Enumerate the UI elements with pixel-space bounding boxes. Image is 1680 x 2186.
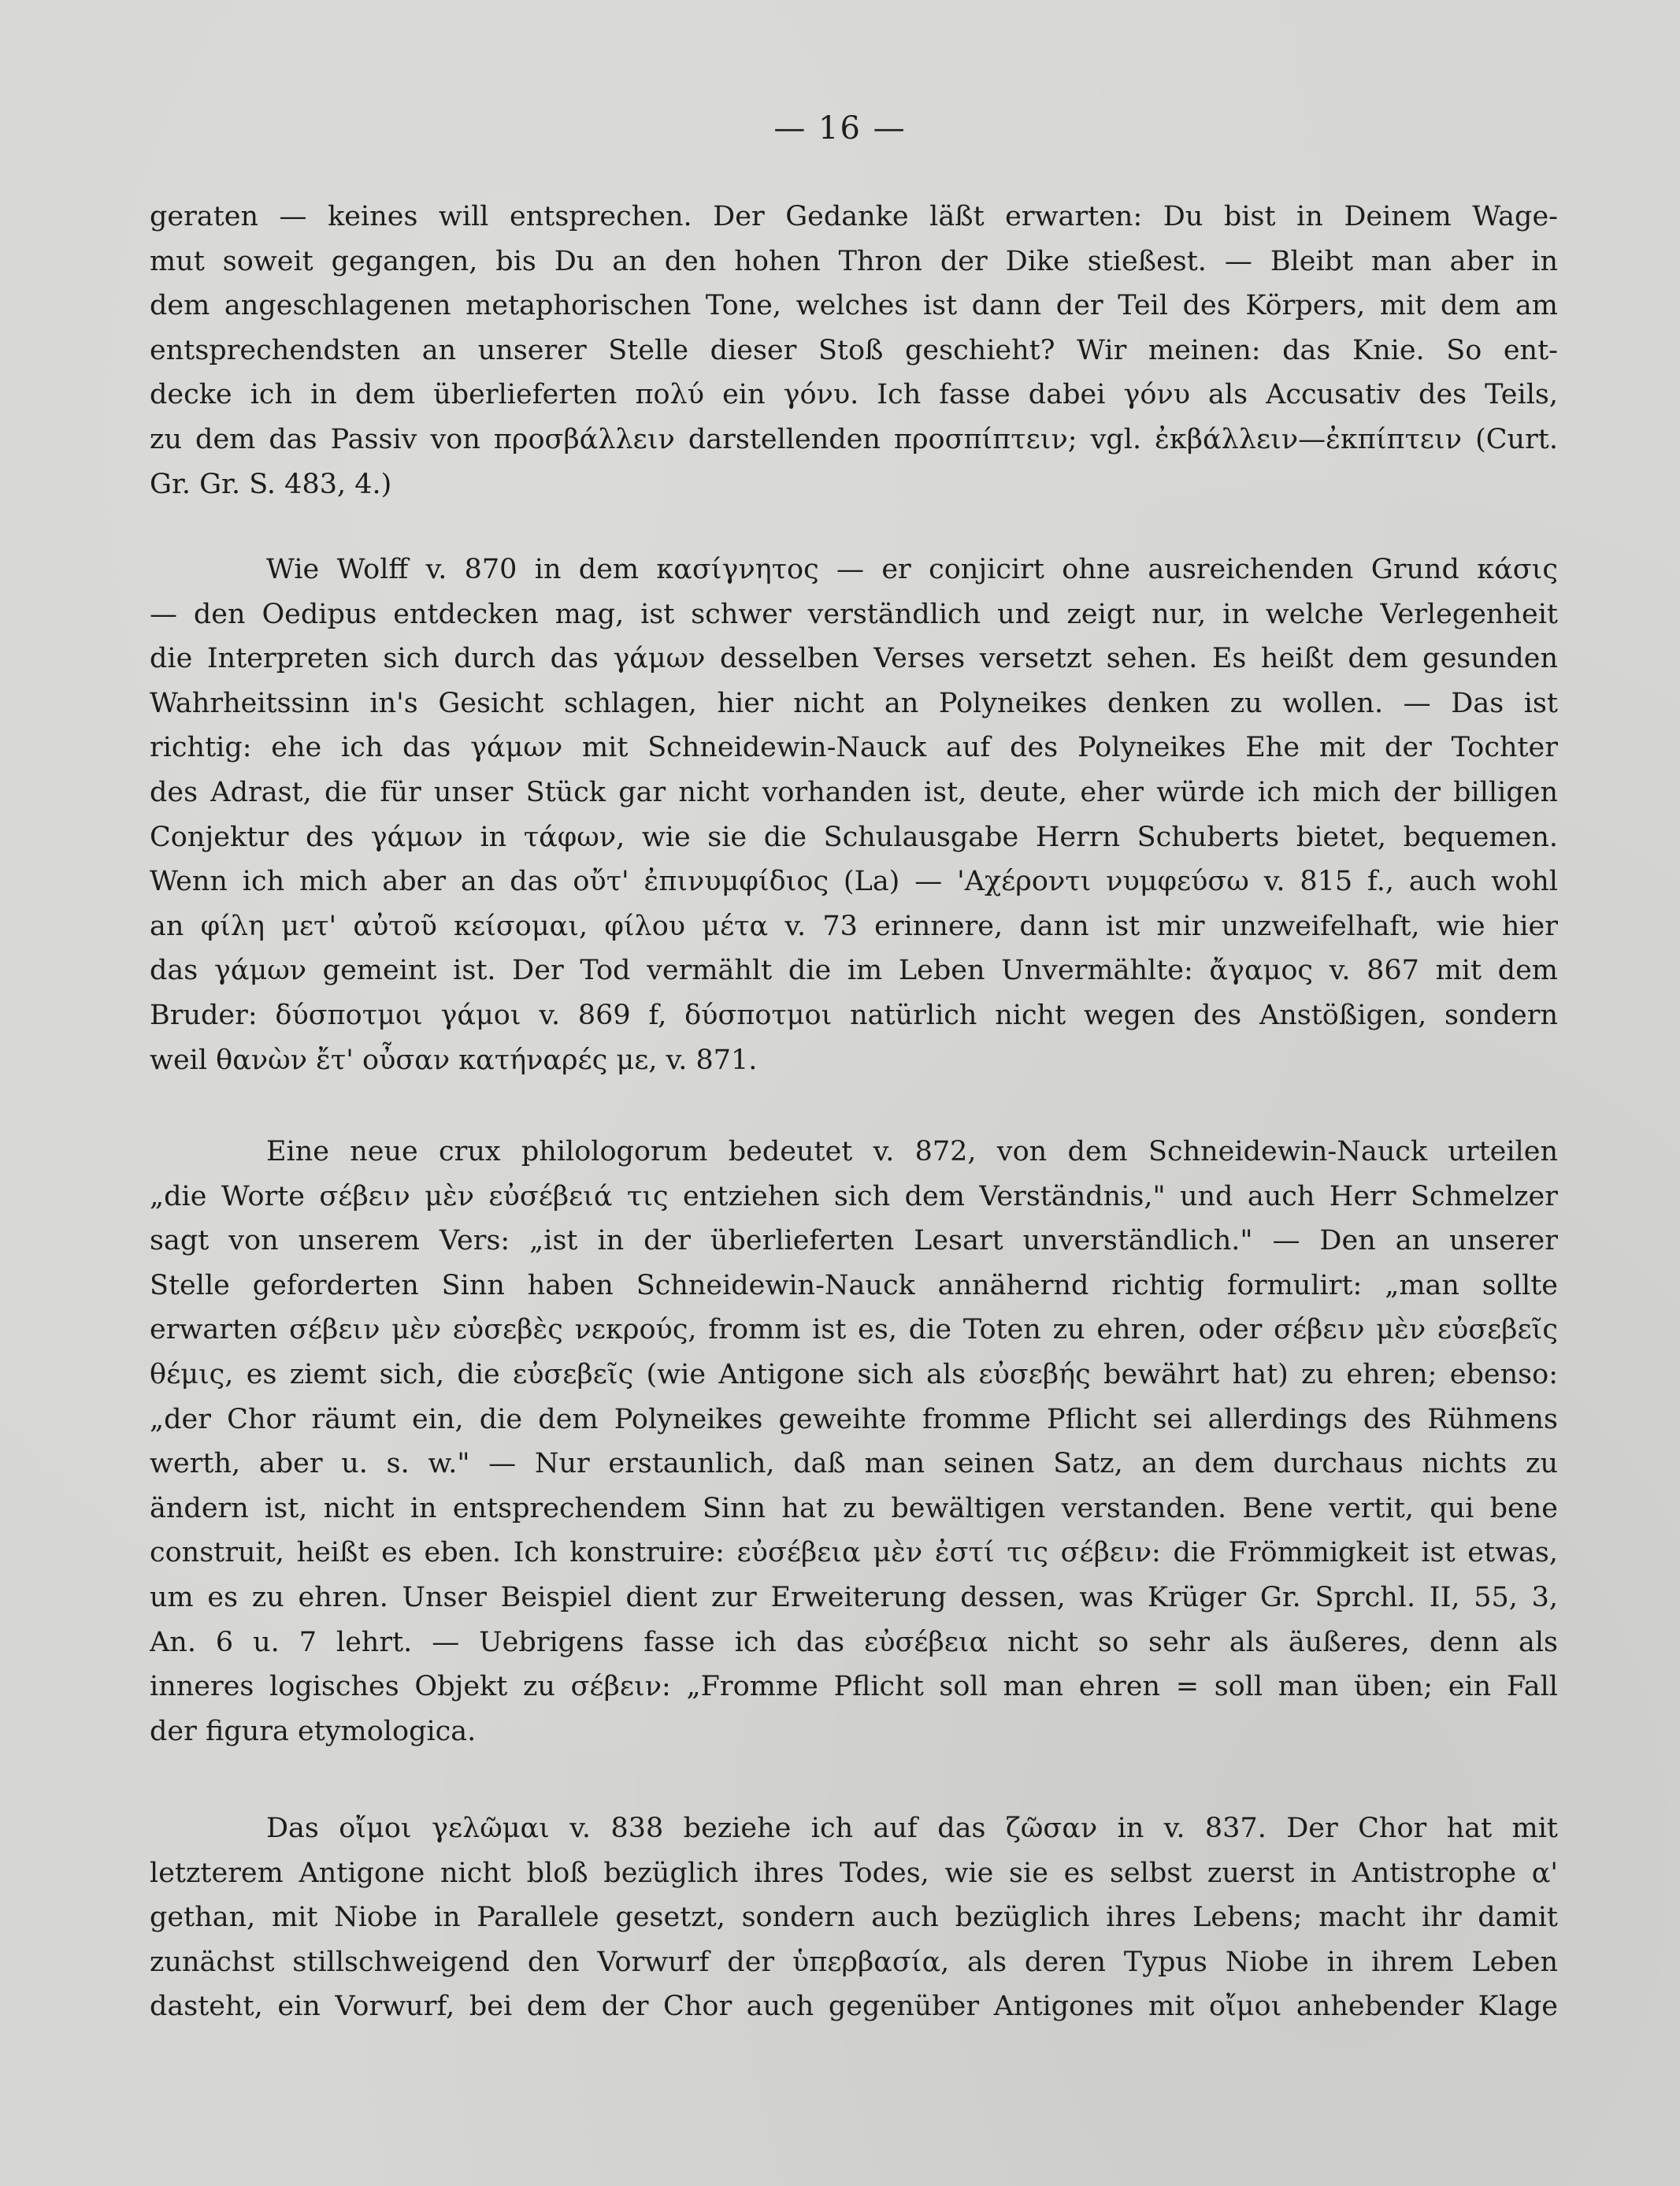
text-line: inneres logisches Objekt zu σέβειν: „Fromme Pflicht soll man ehren = soll man üben; ein Fall [150, 1671, 1558, 1703]
text-line: mut soweit gegangen, bis Du an den hohen Thron der Dike stießest. — Bleibt man aber in [150, 245, 1558, 277]
text-line: Gr. Gr. S. 483, 4.) [150, 468, 392, 500]
text-line: werth, aber u. s. w." — Nur erstaunlich, daß man seinen Satz, an dem durchaus nichts zu [150, 1448, 1558, 1480]
text-line: Bruder: δύσποτμοι γάμοι v. 869 f, δύσποτμοι natürlich nicht wegen des Anstößigen, sondern [150, 999, 1558, 1031]
text-line: dasteht, ein Vorwurf, bei dem der Chor auch gegenüber Antigones mit οἴμοι anhebender Klage [150, 1991, 1558, 2023]
paragraph-2 [150, 547, 1558, 1082]
text-line: der figura etymologica. [150, 1715, 477, 1747]
text-line: Eine neue crux philologorum bedeutet v. 872, von dem Schneidewin-Nauck urteilen [266, 1136, 1558, 1167]
text-line: die Interpreten sich durch das γάμων desselben Verses versetzt sehen. Es heißt dem gesunden [150, 643, 1558, 675]
text-line: Wie Wolff v. 870 in dem κασίγνητος — er conjicirt ohne ausreichenden Grund κάσις [266, 554, 1558, 585]
paragraph-3 [150, 1130, 1558, 1754]
text-line: an φίλη μετ' αὐτοῦ κείσομαι, φίλου μέτα v. 73 erinnere, dann ist mir unzweifelhaft, wie hier [150, 910, 1558, 942]
text-line: geraten — keines will entsprechen. Der Gedanke läßt erwarten: Du bist in Deinem Wage- [150, 201, 1558, 232]
text-line: θέμις, es ziemt sich, die εὐσεβεῖς (wie Antigone sich als εὐσεβής bewährt hat) zu ehren; ebenso: [150, 1358, 1558, 1390]
text-line: zu dem das Passiv von προσβάλλειν darstellenden προσπίπτειν; vgl. ἐκβάλλειν—ἐκπίπτειν (Curt. [150, 423, 1558, 455]
paragraph-4 [150, 1806, 1558, 2029]
text-line: An. 6 u. 7 lehrt. — Uebrigens fasse ich das εὐσέβεια nicht so sehr als äußeres, denn als [150, 1626, 1558, 1658]
paragraph-1 [150, 195, 1558, 507]
text-line: dem angeschlagenen metaphorischen Tone, welches ist dann der Teil des Körpers, mit dem am [150, 290, 1558, 322]
text-line: decke ich in dem überlieferten πολύ ein γόνυ. Ich fasse dabei γόνυ als Accusativ des Teils, [150, 379, 1558, 411]
text-line: Stelle geforderten Sinn haben Schneidewin-Nauck annähernd richtig formulirt: „man sollte [150, 1269, 1558, 1301]
text-line: Conjektur des γάμων in τάφων, wie sie die Schulausgabe Herrn Schuberts bietet, bequemen. [150, 821, 1558, 853]
text-line: erwarten σέβειν μὲν εὐσεβὲς νεκρούς, fromm ist es, die Toten zu ehren, oder σέβειν μὲν εὐσεβεῖς [150, 1314, 1558, 1346]
text-line: des Adrast, die für unser Stück gar nicht vorhanden ist, deute, eher würde ich mich der billigen [150, 776, 1558, 808]
text-line: das γάμων gemeint ist. Der Tod vermählt die im Leben Unvermählte: ἄγαμος v. 867 mit dem [150, 955, 1558, 987]
text-line: sagt von unserem Vers: „ist in der überlieferten Lesart unverständlich." — Den an unserer [150, 1225, 1558, 1257]
text-line: construit, heißt es eben. Ich konstruire: εὐσέβεια μὲν ἐστί τις σέβειν: die Frömmigkeit ist etwas, [150, 1537, 1558, 1569]
text-line: — den Oedipus entdecken mag, ist schwer verständlich und zeigt nur, in welche Verlegenheit [150, 598, 1558, 630]
text-line: entsprechendsten an unserer Stelle dieser Stoß geschieht? Wir meinen: das Knie. So ent- [150, 334, 1558, 366]
text-line: Das οἴμοι γελῶμαι v. 838 beziehe ich auf das ζῶσαν in v. 837. Der Chor hat mit [266, 1813, 1558, 1844]
page-number: — 16 — [773, 110, 907, 147]
text-line: Wenn ich mich aber an das οὔτ' ἐπινυμφίδιος (La) — 'Αχέροντι νυμφεύσω v. 815 f., auch wohl [150, 866, 1558, 898]
text-line: weil θανὼν ἔτ' οὖσαν κατήναρές με, v. 871. [150, 1044, 758, 1076]
text-line: ändern ist, nicht in entsprechendem Sinn hat zu bewältigen verstanden. Bene vertit, qui bene [150, 1492, 1558, 1524]
text-line: Wahrheitssinn in's Gesicht schlagen, hier nicht an Polyneikes denken zu wollen. — Das ist [150, 687, 1558, 719]
text-line: letzterem Antigone nicht bloß bezüglich ihres Todes, wie sie es selbst zuerst in Antistrophe α' [150, 1857, 1558, 1889]
text-line: gethan, mit Niobe in Parallele gesetzt, sondern auch bezüglich ihres Lebens; macht ihr damit [150, 1902, 1558, 1934]
text-line: zunächst stillschweigend den Vorwurf der ὑπερβασία, als deren Typus Niobe in ihrem Leben [150, 1946, 1558, 1978]
text-line: „der Chor räumt ein, die dem Polyneikes geweihte fromme Pflicht sei allerdings des Rühmens [150, 1403, 1558, 1435]
text-line: richtig: ehe ich das γάμων mit Schneidewin-Nauck auf des Polyneikes Ehe mit der Tochter [150, 732, 1558, 764]
text-line: „die Worte σέβειν μὲν εὐσέβειά τις entziehen sich dem Verständnis," und auch Herr Schmelzer [150, 1180, 1558, 1212]
text-line: um es zu ehren. Unser Beispiel dient zur Erweiterung dessen, was Krüger Gr. Sprchl. II, 55, 3, [150, 1581, 1558, 1613]
